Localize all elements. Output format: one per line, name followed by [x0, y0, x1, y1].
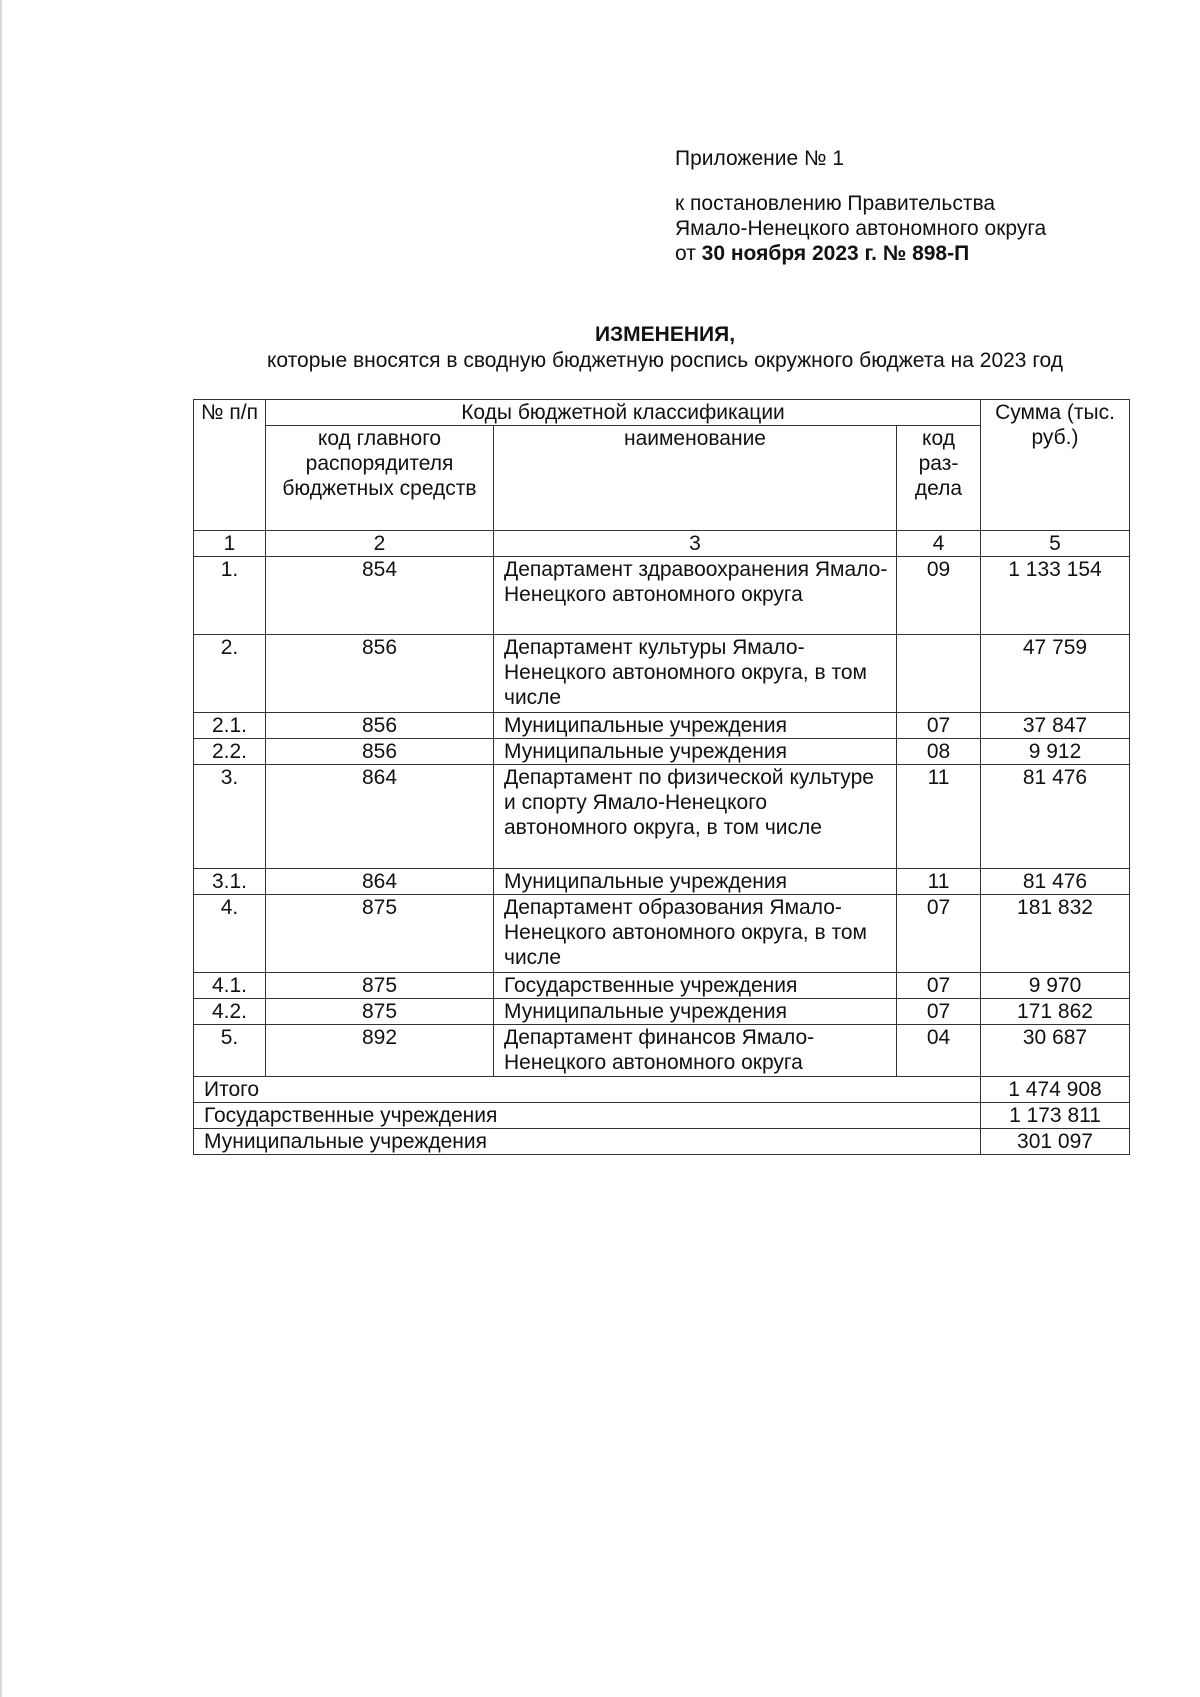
column-number: 2: [266, 531, 494, 557]
row-sum: 9 970: [981, 973, 1130, 999]
total-row: [194, 1103, 1130, 1129]
table-row: [194, 765, 1130, 869]
resolution-date-prefix: от: [675, 242, 702, 265]
row-name: Департамент здравоохранения Ямало-Ненецкого автономного округа: [494, 557, 897, 635]
appendix-number: Приложение № 1: [675, 147, 845, 170]
row-num: 2.1.: [194, 713, 266, 739]
row-num: 2.2.: [194, 739, 266, 765]
row-code: 875: [266, 973, 494, 999]
total-label-municipal: Муниципальные учреждения: [194, 1129, 981, 1155]
row-name: Департамент по физической культуре и спорту Ямало-Ненецкого автономного округа, в том числе: [494, 765, 897, 869]
row-name: Государственные учреждения: [494, 973, 897, 999]
column-number: 4: [897, 531, 981, 557]
appendix-header: [675, 146, 1115, 266]
row-code: 864: [266, 869, 494, 895]
total-row: [194, 1077, 1130, 1103]
document-subtitle: которые вносятся в сводную бюджетную роспись окружного бюджета на 2023 год: [267, 349, 1063, 372]
table-row: [194, 895, 1130, 973]
column-number-row: [194, 531, 1130, 557]
row-code: 856: [266, 713, 494, 739]
row-sum: 81 476: [981, 765, 1130, 869]
table-row: [194, 713, 1130, 739]
row-num: 2.: [194, 635, 266, 713]
row-section: 08: [897, 739, 981, 765]
row-name: Департамент образования Ямало-Ненецкого автономного округа, в том числе: [494, 895, 897, 973]
column-number: 5: [981, 531, 1130, 557]
row-sum: 171 862: [981, 999, 1130, 1025]
header-section-code: код раз-дела: [897, 426, 981, 531]
table-row: [194, 557, 1130, 635]
header-manager-code: код главного распорядителя бюджетных средств: [266, 426, 494, 531]
header-name: наименование: [494, 426, 897, 531]
column-number: 1: [194, 531, 266, 557]
row-code: 875: [266, 999, 494, 1025]
resolution-line-1: к постановлению Правительства: [675, 192, 996, 215]
row-sum: 47 759: [981, 635, 1130, 713]
row-section: [897, 635, 981, 713]
resolution-line-3: [675, 241, 1115, 266]
table-row: [194, 635, 1130, 713]
header-row-1: [194, 400, 1130, 426]
row-section: 07: [897, 999, 981, 1025]
row-sum: 1 133 154: [981, 557, 1130, 635]
table-row: [194, 869, 1130, 895]
row-section: 07: [897, 895, 981, 973]
row-section: 09: [897, 557, 981, 635]
row-code: 892: [266, 1025, 494, 1077]
row-section: 04: [897, 1025, 981, 1077]
row-sum: 181 832: [981, 895, 1130, 973]
row-name: Департамент финансов Ямало-Ненецкого автономного округа: [494, 1025, 897, 1077]
row-num: 4.: [194, 895, 266, 973]
resolution-line-2: Ямало-Ненецкого автономного округа: [675, 217, 1047, 240]
table-row: [194, 999, 1130, 1025]
total-label-state: Государственные учреждения: [194, 1103, 981, 1129]
row-sum: 37 847: [981, 713, 1130, 739]
page-edge: [0, 0, 2, 1697]
row-sum: 81 476: [981, 869, 1130, 895]
table-row: [194, 1025, 1130, 1077]
row-name: Департамент культуры Ямало-Ненецкого автономного округа, в том числе: [494, 635, 897, 713]
header-codes-group: Коды бюджетной классификации: [266, 400, 981, 426]
row-sum: 9 912: [981, 739, 1130, 765]
total-label: Итого: [194, 1077, 981, 1103]
row-num: 5.: [194, 1025, 266, 1077]
row-code: 854: [266, 557, 494, 635]
row-code: 856: [266, 739, 494, 765]
row-section: 11: [897, 869, 981, 895]
row-name: Муниципальные учреждения: [494, 713, 897, 739]
row-name: Муниципальные учреждения: [494, 999, 897, 1025]
document-title: ИЗМЕНЕНИЯ,: [594, 323, 736, 346]
row-section: 07: [897, 713, 981, 739]
total-row: [194, 1129, 1130, 1155]
row-num: 4.1.: [194, 973, 266, 999]
row-num: 1.: [194, 557, 266, 635]
total-sum-municipal: 301 097: [981, 1129, 1130, 1155]
total-sum: 1 474 908: [981, 1077, 1130, 1103]
row-code: 875: [266, 895, 494, 973]
resolution-date-number: 30 ноября 2023 г. № 898-П: [701, 242, 970, 265]
row-name: Муниципальные учреждения: [494, 739, 897, 765]
row-num: 3.: [194, 765, 266, 869]
table-row: [194, 739, 1130, 765]
row-name: Муниципальные учреждения: [494, 869, 897, 895]
total-sum-state: 1 173 811: [981, 1103, 1130, 1129]
row-num: 3.1.: [194, 869, 266, 895]
column-number: 3: [494, 531, 897, 557]
row-sum: 30 687: [981, 1025, 1130, 1077]
row-num: 4.2.: [194, 999, 266, 1025]
row-code: 856: [266, 635, 494, 713]
row-section: 07: [897, 973, 981, 999]
row-code: 864: [266, 765, 494, 869]
row-section: 11: [897, 765, 981, 869]
table-row: [194, 973, 1130, 999]
header-sum: Сумма (тыс. руб.): [981, 400, 1130, 531]
budget-table: [193, 399, 1130, 1155]
header-num: № п/п: [194, 400, 266, 531]
